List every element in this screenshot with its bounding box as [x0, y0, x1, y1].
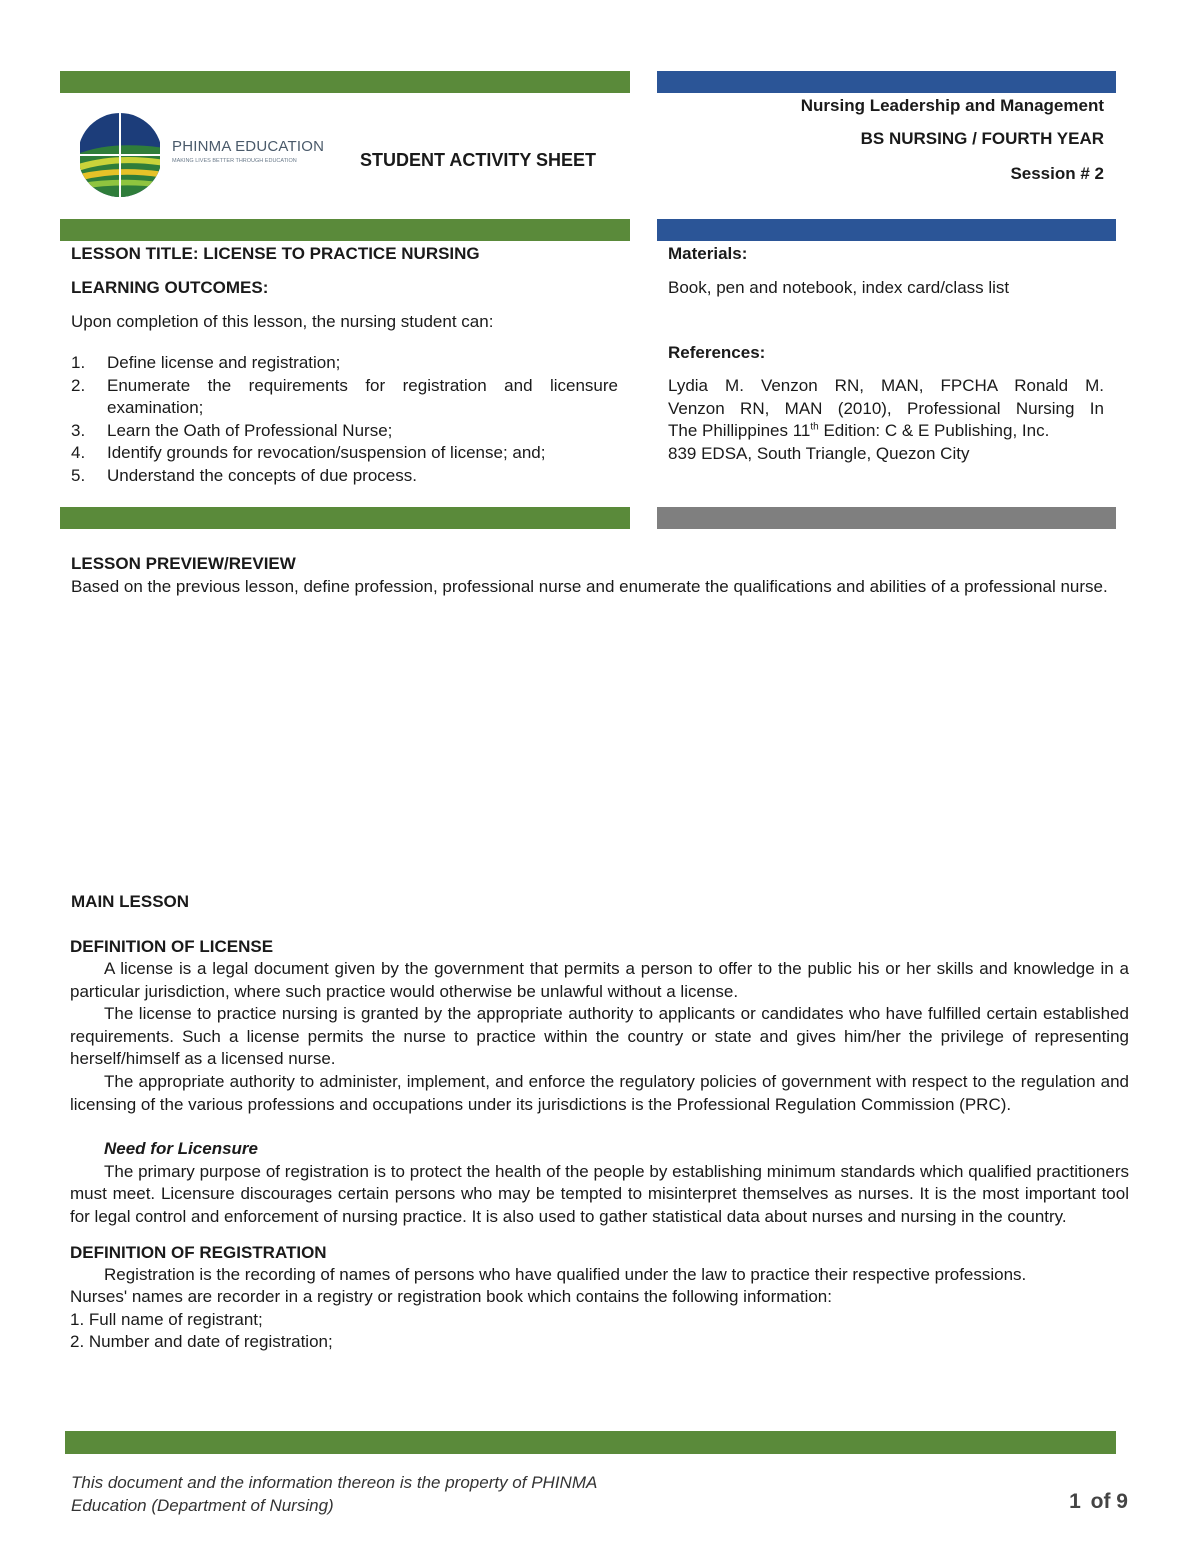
logo-name: PHINMA EDUCATION: [172, 138, 325, 155]
logo-tagline: MAKING LIVES BETTER THROUGH EDUCATION: [172, 158, 297, 164]
materials-heading: Materials:: [668, 244, 748, 263]
license-paragraph-2: The license to practice nursing is granted by the appropriate authority to applicants or candidates who have fulfilled certain established requirements. Such a license permits the nurse to practice within the country or state and gives him/her the privilege of representing herself/himself as a licensed nurse.: [70, 1004, 1129, 1069]
license-paragraph-1: A license is a legal document given by the government that permits a person to offer to the public his or her skills and knowledge in a particular jurisdiction, where such practice would otherwise be unlawful without a license.: [70, 959, 1129, 1001]
registration-item: 2. Number and date of registration;: [70, 1332, 333, 1352]
phinma-logo-icon: [80, 110, 160, 200]
page-number: 1 of 9: [1069, 1490, 1128, 1513]
outcome-item: 4. Identify grounds for revocation/suspension of license; and;: [71, 443, 546, 462]
outcomes-bar-left: [60, 507, 630, 529]
program-year: BS NURSING / FOURTH YEAR: [860, 129, 1104, 148]
registration-item: 1. Full name of registrant;: [70, 1309, 263, 1329]
registration-heading: DEFINITION OF REGISTRATION: [70, 1242, 327, 1262]
references-heading: References:: [668, 343, 766, 362]
header-bar-left: [60, 71, 630, 93]
main-lesson-heading: MAIN LESSON: [71, 892, 190, 911]
outcome-item: 5. Understand the concepts of due process.: [71, 465, 417, 485]
need-for-licensure-heading: Need for Licensure: [104, 1139, 258, 1159]
references-bar-right: [657, 507, 1116, 529]
preview-text: Based on the previous lesson, define profession, professional nurse and enumerate the qualifications and abilities of a professional nurse.: [71, 577, 1108, 596]
outcome-item: 1. Define license and registration;: [71, 353, 341, 372]
outcome-item: 2. Enumerate the requirements for registration and licensure examination;: [71, 375, 618, 417]
header-bar-right: [657, 71, 1116, 93]
outcomes-intro: Upon completion of this lesson, the nursing student can:: [71, 312, 494, 331]
lesson-bar-left: [60, 219, 630, 241]
need-paragraph: The primary purpose of registration is to protect the health of the people by establishing minimum standards which qualified practitioners must meet. Licensure discourages certain persons who may be tempted to misinterpret themselves as nurses. It is the most important tool for legal control and enforcement of nursing practice. It is also used to gather statistical data about nurses and nursing in the country.: [70, 1161, 1129, 1226]
lesson-bar-right: [657, 219, 1116, 241]
outcomes-list: [71, 352, 618, 487]
learning-outcomes-heading: LEARNING OUTCOMES:: [71, 278, 269, 297]
materials-text: Book, pen and notebook, index card/class list: [668, 278, 1010, 297]
license-paragraph-3: The appropriate authority to administer, implement, and enforce the regulatory policies of government with respect to the regulation and licensing of the various professions and occupations under its jurisdictions is the Professional Regulation Commission (PRC).: [70, 1071, 1129, 1114]
footer-disclaimer: This document and the information thereon is the property of PHINMA Education (Department of Nursing): [71, 1473, 598, 1515]
phinma-logo: [80, 110, 340, 202]
lesson-title: LESSON TITLE: LICENSE TO PRACTICE NURSING: [71, 244, 480, 263]
license-heading: DEFINITION OF LICENSE: [70, 937, 274, 956]
session-number: Session # 2: [1010, 164, 1104, 183]
license-section: [70, 936, 1129, 1354]
preview-heading: LESSON PREVIEW/REVIEW: [71, 554, 296, 573]
registration-paragraph-2: Nurses' names are recorder in a registry or registration book which contains the following information:: [70, 1287, 832, 1307]
sheet-title: STUDENT ACTIVITY SHEET: [360, 150, 597, 170]
footer-bar: [65, 1431, 1116, 1454]
registration-paragraph-1: Registration is the recording of names of persons who have qualified under the law to practice their respective professions.: [104, 1264, 1027, 1284]
references-text: Lydia M. Venzon RN, MAN, FPCHA Ronald M. Venzon RN, MAN (2010), Professional Nursing In The Phillippines 11th Edition: C & E Publishing, Inc. 839 EDSA, South Triangle, Quezon City: [668, 376, 1104, 463]
outcome-item: 3. Learn the Oath of Professional Nurse;: [71, 420, 393, 440]
course-title: Nursing Leadership and Management: [800, 96, 1104, 115]
